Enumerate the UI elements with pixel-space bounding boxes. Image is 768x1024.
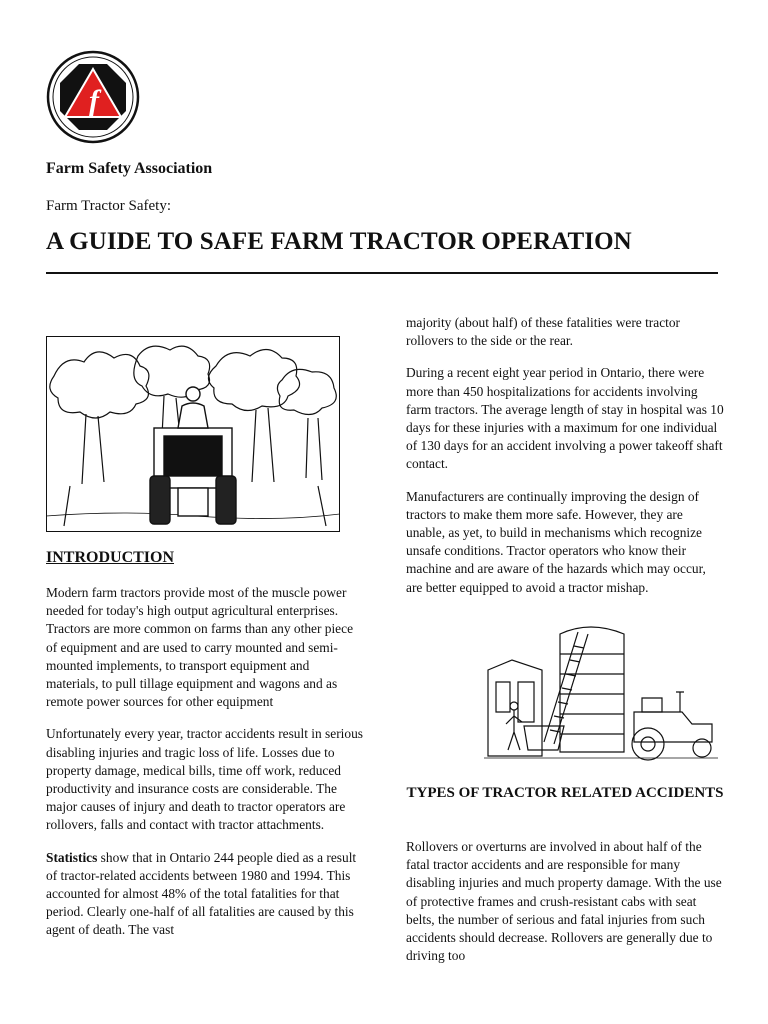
types-of-accidents-heading: TYPES OF TRACTOR RELATED ACCIDENTS bbox=[406, 785, 724, 801]
title-divider bbox=[46, 272, 718, 274]
manufacturers-paragraph: Manufacturers are continually improving the design of tractors to make them more safe. However, they are unable, as yet, to build in mechanisms which recognize unsafe conditions. Tractor operators who know their machine and are aware of the hazards which may occur, are better equipped to avoid a tractor mishap. bbox=[406, 488, 706, 595]
statistics-paragraph bbox=[46, 849, 364, 940]
right-column-bottom bbox=[406, 838, 724, 979]
silo-tractor-illustration bbox=[484, 622, 718, 762]
left-column bbox=[46, 584, 364, 954]
organization-name: Farm Safety Association bbox=[46, 160, 213, 177]
logo-letter: f bbox=[89, 84, 99, 117]
statistics-lead: Statistics bbox=[46, 849, 98, 865]
page-title: A GUIDE TO SAFE FARM TRACTOR OPERATION bbox=[46, 228, 632, 255]
rollovers-paragraph: Rollovers or overturns are involved in about half of the fatal tractor accidents and are responsible for many disabling injuries and much property damage. With the use of protective frames and crush-resistant cabs with seat belts, the number of serious and fatal injuries from such accidents should decrease. Rollovers are generally due to driving too bbox=[406, 839, 722, 964]
intro-paragraph-1: Modern farm tractors provide most of the muscle power needed for today's high output agricultural enterprises. Tractors are more common on farms than any other piece of equipment and are used to carry mounted and semi-mounted implements, to transport equipment and materials, to pull tillage equipment and wagons and as remote power sources for other equipment bbox=[46, 585, 354, 710]
farm-safety-logo-icon bbox=[46, 50, 140, 144]
intro-paragraph-2: Unfortunately every year, tractor accidents result in serious disabling injuries and tragic loss of life. Losses due to property damage, medical bills, time off work, reduced productivity and insurance costs are considerable. The major causes of injury and death to tractor operators are rollovers, falls and contact with tractor attachments. bbox=[46, 726, 363, 833]
tractor-orchard-illustration bbox=[46, 336, 340, 532]
statistics-text: show that in Ontario 244 people died as a result of tractor-related accidents between 1980 and 1994. This accounted for almost 48% of the total fatalities for that period. Clearly one-half of all fatalities are caused by this agent of death. The vast bbox=[46, 849, 357, 938]
continued-paragraph: majority (about half) of these fatalities were tractor rollovers to the side or the rear. bbox=[406, 315, 681, 349]
introduction-heading: INTRODUCTION bbox=[46, 549, 175, 566]
hospitalization-paragraph: During a recent eight year period in Ontario, there were more than 450 hospitalizations for accidents involving farm tractors. The average length of stay in hospital was 10 days for these injuries with a maximum for one individual of 130 days for an accident involving a power takeoff shaft contact. bbox=[406, 365, 724, 472]
document-subtitle: Farm Tractor Safety: bbox=[46, 198, 171, 214]
right-column-top bbox=[406, 314, 724, 611]
